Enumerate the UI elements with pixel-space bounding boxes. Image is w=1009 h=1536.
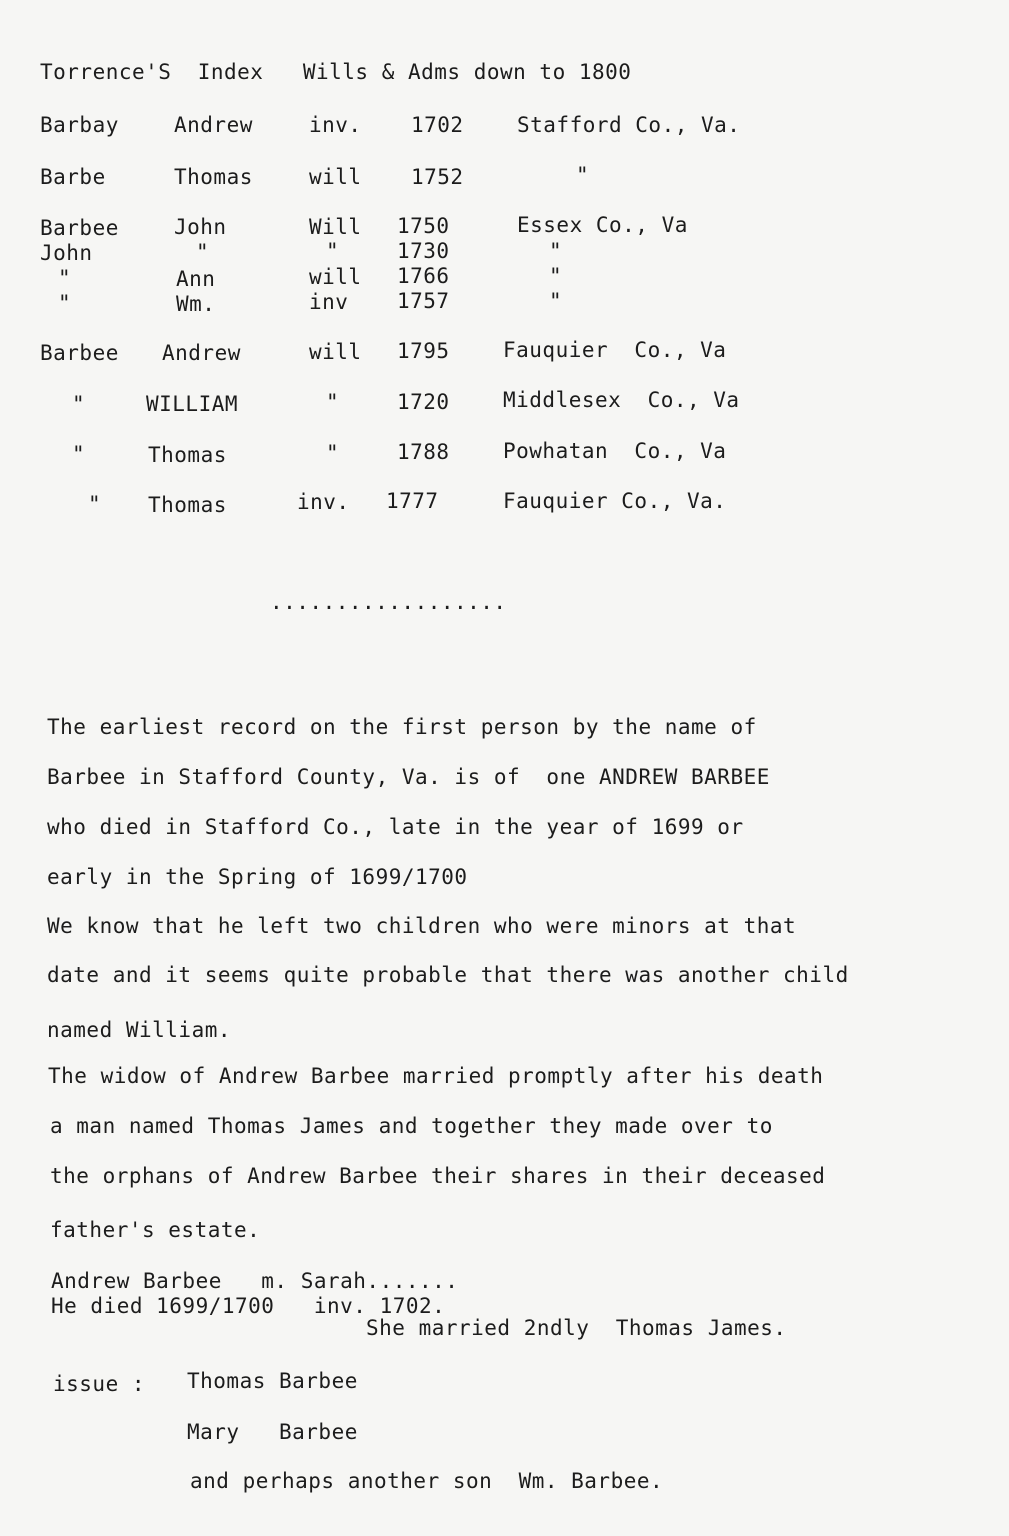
family-line: He died 1699/1700 inv. 1702.: [51, 1294, 446, 1318]
surname: Barbee: [40, 216, 119, 240]
record-type: will: [309, 165, 362, 189]
given-name: Thomas: [148, 493, 227, 517]
given-name: Thomas: [174, 165, 253, 189]
record-year: 1788: [397, 440, 450, 464]
surname: ": [72, 392, 86, 416]
record-type: will: [309, 340, 362, 364]
surname: Barbee: [40, 341, 119, 365]
paragraph-line: date and it seems quite probable that there was another child: [47, 963, 849, 987]
paragraph-line: The earliest record on the first person by the name of: [47, 715, 757, 739]
given-name: Ann: [176, 267, 216, 291]
paragraph-line: father's estate.: [50, 1218, 261, 1242]
separator-dots: ..................: [270, 590, 507, 614]
issue-label: issue :: [53, 1372, 146, 1396]
family-line: She married 2ndly Thomas James.: [366, 1316, 787, 1340]
issue-item: and perhaps another son Wm. Barbee.: [190, 1469, 664, 1493]
surname: John: [40, 241, 93, 265]
surname: ": [58, 291, 72, 315]
record-place: Essex Co., Va: [517, 213, 688, 237]
record-year: 1750: [397, 214, 450, 238]
record-type: inv: [309, 290, 349, 314]
surname: Barbay: [40, 113, 119, 137]
record-place: ": [549, 289, 563, 313]
given-name: ": [196, 240, 210, 264]
given-name: John: [174, 215, 227, 239]
given-name: Wm.: [176, 292, 216, 316]
record-place: ": [549, 264, 563, 288]
record-place: Stafford Co., Va.: [517, 113, 741, 137]
surname: ": [72, 442, 86, 466]
record-year: 1777: [386, 489, 439, 513]
record-type: Will: [309, 215, 362, 239]
record-type: ": [326, 441, 340, 465]
family-line: Andrew Barbee m. Sarah.......: [51, 1269, 459, 1293]
record-place: Middlesex Co., Va: [503, 388, 740, 412]
record-place: ": [576, 163, 590, 187]
record-place: Fauquier Co., Va.: [503, 489, 727, 513]
paragraph-line: named William.: [47, 1018, 232, 1042]
record-year: 1720: [397, 390, 450, 414]
record-type: inv.: [297, 490, 350, 514]
record-year: 1766: [397, 264, 450, 288]
index-header: Torrence'S Index Wills & Adms down to 1800: [40, 60, 632, 84]
record-year: 1730: [397, 239, 450, 263]
record-type: inv.: [309, 113, 362, 137]
record-year: 1752: [411, 165, 464, 189]
record-type: will: [309, 265, 362, 289]
paragraph-line: early in the Spring of 1699/1700: [47, 865, 468, 889]
record-place: ": [549, 239, 563, 263]
record-type: ": [326, 239, 340, 263]
paragraph-line: We know that he left two children who were minors at that: [47, 914, 797, 938]
issue-item: Thomas Barbee: [187, 1369, 358, 1393]
paragraph-line: the orphans of Andrew Barbee their shares in their deceased: [50, 1164, 826, 1188]
record-year: 1757: [397, 289, 450, 313]
given-name: Andrew: [162, 341, 241, 365]
record-place: Powhatan Co., Va: [503, 439, 727, 463]
surname: ": [58, 266, 72, 290]
paragraph-line: The widow of Andrew Barbee married promptly after his death: [48, 1064, 824, 1088]
given-name: Thomas: [148, 443, 227, 467]
record-type: ": [326, 390, 340, 414]
surname: ": [88, 492, 102, 516]
paragraph-line: Barbee in Stafford County, Va. is of one ANDREW BARBEE: [47, 765, 770, 789]
given-name: WILLIAM: [146, 392, 239, 416]
issue-item: Mary Barbee: [187, 1420, 358, 1444]
paragraph-line: who died in Stafford Co., late in the year of 1699 or: [47, 815, 744, 839]
record-year: 1702: [411, 113, 464, 137]
surname: Barbe: [40, 165, 106, 189]
record-year: 1795: [397, 339, 450, 363]
given-name: Andrew: [174, 113, 253, 137]
paragraph-line: a man named Thomas James and together they made over to: [50, 1114, 773, 1138]
record-place: Fauquier Co., Va: [503, 338, 727, 362]
